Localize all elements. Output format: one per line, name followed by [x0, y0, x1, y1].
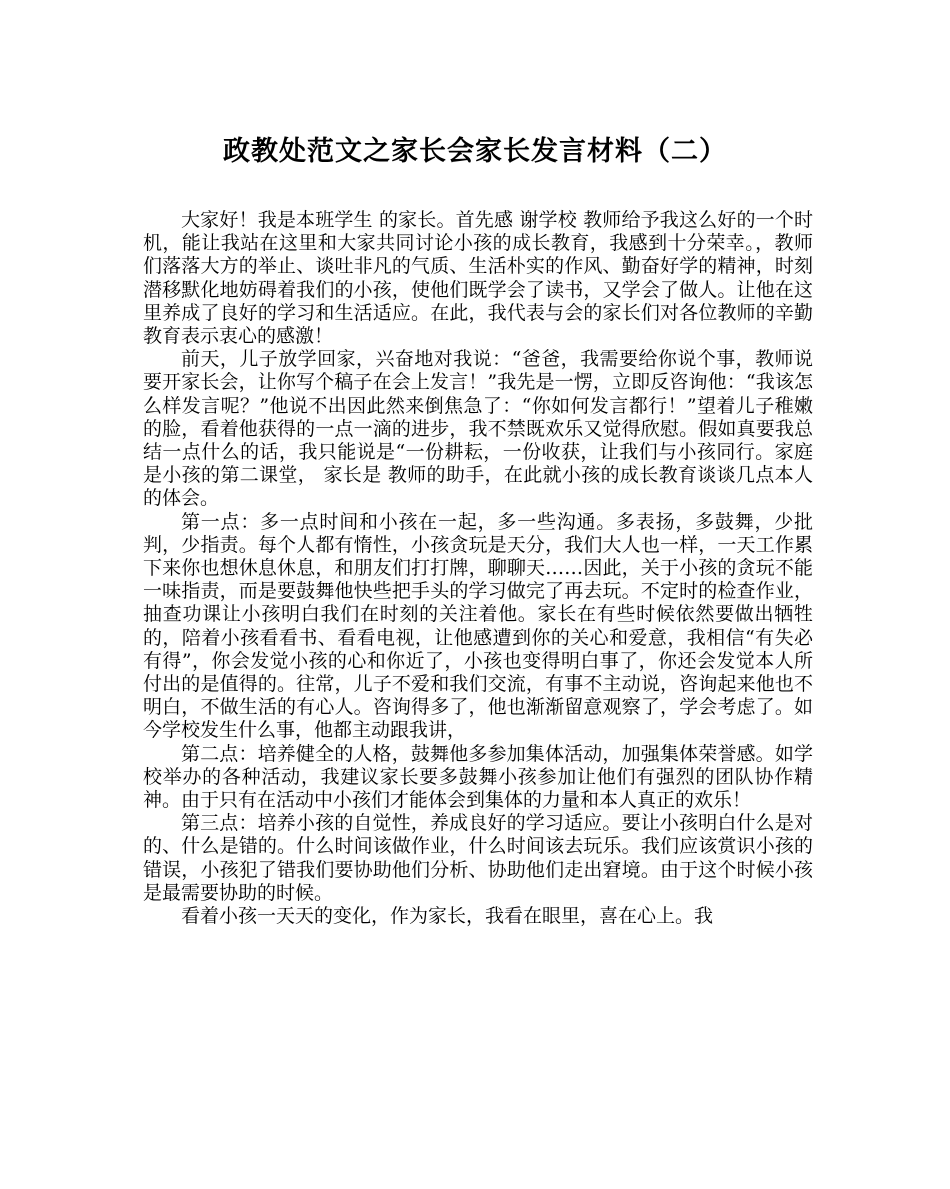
- paragraph-point-two: 第二点：培养健全的人格，鼓舞他多参加集体活动，加强集体荣誉感。如学校举办的各种活动，我建议家长要多鼓舞小孩参加让他们有强烈的团队协作精神。由于只有在活动中小孩们才能体会到集体的力量和本人真正的欢乐！: [143, 742, 813, 812]
- paragraph-greeting: 大家好！我是本班学生 的家长。首先感 谢学校 教师给予我这么好的一个时机，能让我站在这里和大家共同讨论小孩的成长教育，我感到十分荣幸。，教师们落落大方的举止、谈吐非凡的气质、生活朴实的作风、勤奋好学的精神，时刻潜移默化地妨碍着我们的小孩，使他们既学会了读书，又学会了做人。让他在这里养成了良好的学习和生活适应。在此，我代表与会的家长们对各位教师的辛勤教育表示衷心的感激！: [143, 209, 813, 348]
- paragraph-background: 前天，儿子放学回家，兴奋地对我说：“爸爸，我需要给你说个事，教师说要开家长会，让你写个稿子在会上发言！”我先是一愣，立即反咨询他：“我该怎么样发言呢？”他说不出因此然来倒焦急了：“你如何发言都行！”望着儿子稚嫩的脸，看着他获得的一点一滴的进步，我不禁既欢乐又觉得欣慰。假如真要我总结一点什么的话，我只能说是“一份耕耘，一份收获，让我们与小孩同行。家庭是小孩的第二课堂， 家长是 教师的助手，在此就小孩的成长教育谈谈几点本人的体会。: [143, 348, 813, 510]
- document-title: 政教处范文之家长会家长发言材料（二）: [223, 136, 727, 167]
- paragraph-point-three: 第三点：培养小孩的自觉性，养成良好的学习适应。要让小孩明白什么是对的、什么是错的。什么时间该做作业，什么时间该去玩乐。我们应该赏识小孩的错误，小孩犯了错我们要协助他们分析、协助他们走出窘境。由于这个时候小孩是最需要协助的时候。: [143, 812, 813, 904]
- document-body: [143, 209, 813, 928]
- paragraph-point-one: 第一点：多一点时间和小孩在一起，多一些沟通。多表扬，多鼓舞，少批判，少指责。每个人都有惰性，小孩贪玩是天分，我们大人也一样，一天工作累下来你也想休息休息，和朋友们打打牌，聊聊天……因此，关于小孩的贪玩不能一味指责，而是要鼓舞他快些把手头的学习做完了再去玩。不定时的检查作业，抽查功课让小孩明白我们在时刻的关注着他。家长在有些时候依然要做出牺牲的，陪着小孩看看书、看看电视，让他感遭到你的关心和爱意，我相信“有失必有得”，你会发觉小孩的心和你近了，小孩也变得明白事了，你还会发觉本人所付出的是值得的。往常，儿子不爱和我们交流，有事不主动说，咨询起来他也不明白，不做生活的有心人。咨询得多了，他也渐渐留意观察了，学会考虑了。如今学校发生什么事，他都主动跟我讲，: [143, 510, 813, 742]
- paragraph-closing: 看着小孩一天天的变化，作为家长，我看在眼里，喜在心上。我: [181, 905, 714, 928]
